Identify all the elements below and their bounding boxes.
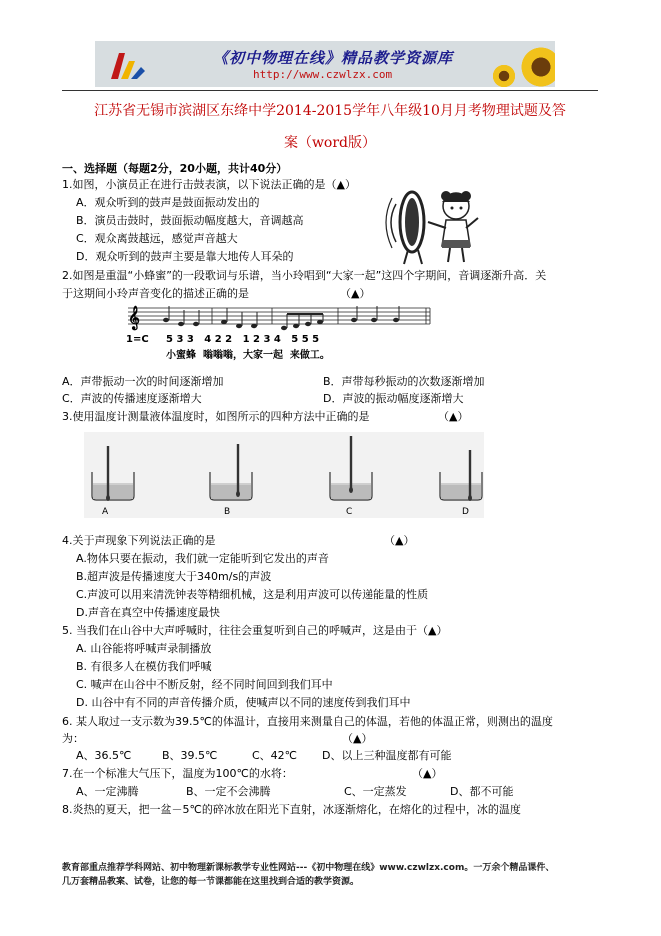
q4-option-d: D.声音在真空中传播速度最快	[76, 606, 220, 619]
q6-option-b: B、39.5℃	[162, 749, 218, 762]
q7-answer-mark: （▲）	[412, 767, 443, 780]
q3-answer-mark: （▲）	[438, 410, 469, 423]
header-rule	[62, 90, 598, 91]
q8-stem: 8.炎热的夏天，把一盆－5℃的碎冰放在阳光下直射，冰逐渐熔化，在熔化的过程中，冰的温度	[62, 803, 521, 816]
q2-answer-mark: （▲）	[340, 287, 371, 300]
score-key: 1=C	[126, 334, 149, 345]
q7-option-a: A、一定沸腾	[76, 785, 139, 798]
q4-option-a: A.物体只要在振动，我们就一定能听到它发出的声音	[76, 552, 329, 565]
document-title-line1: 江苏省无锡市滨湖区东绛中学2014-2015学年八年级10月月考物理试题及答	[94, 103, 566, 119]
q1-stem: 1.如图，小演员正在进行击鼓表演，以下说法正确的是（▲）	[62, 178, 356, 191]
q6-answer-mark: （▲）	[342, 732, 373, 745]
section-heading: 一、选择题（每题2分，20小题，共计40分）	[62, 162, 288, 175]
q3-label-a: A	[102, 507, 109, 517]
footer-line1: 教育部重点推荐学科网站、初中物理新课标教学专业性网站---《初中物理在线》www.czwlzx.com。一万余个精品课件、	[62, 863, 555, 873]
svg-text:𝄞: 𝄞	[128, 305, 140, 329]
q7-option-d: D、都不可能	[450, 785, 514, 798]
q3-label-d: D	[462, 507, 469, 517]
q1-option-d: D．观众听到的鼓声主要是靠大地传人耳朵的	[76, 250, 294, 263]
thermometer-diagram	[84, 432, 484, 518]
site-logo-icon	[107, 45, 147, 85]
q6-option-a: A、36.5℃	[76, 749, 132, 762]
q2-option-a: A．声带振动一次的时间逐渐增加	[62, 375, 224, 388]
q7-option-b: B、一定不会沸腾	[186, 785, 271, 798]
q5-option-c: C. 喊声在山谷中不断反射，经不同时间回到我们耳中	[76, 678, 333, 691]
q3-label-b: B	[224, 507, 231, 517]
q1-option-a: A．观众听到的鼓声是鼓面振动发出的	[76, 196, 260, 209]
q4-option-b: B.超声波是传播速度大于340m/s的声波	[76, 570, 272, 583]
sunflower-icon	[491, 63, 517, 87]
score-lyrics: 小蜜蜂 嗡嗡嗡，大家一起 来做工。	[166, 350, 330, 361]
q6-option-d: D、以上三种温度都有可能	[322, 749, 452, 762]
banner-title: 《初中物理在线》精品教学资源库	[213, 49, 454, 67]
drummer-figure	[378, 184, 486, 266]
banner-url[interactable]: http://www.czwlzx.com	[253, 68, 393, 81]
q5-option-a: A. 山谷能将呼喊声录制播放	[76, 642, 212, 655]
q1-option-c: C．观众离鼓越远，感觉声音越大	[76, 232, 238, 245]
q3-label-c: C	[346, 507, 353, 517]
q2-stem-line1: 2.如图是重温“小蜂蜜”的一段歌词与乐谱，当小玲唱到“大家一起”这四个字期间，音调逐渐升高．关	[62, 269, 547, 282]
q3-stem: 3.使用温度计测量液体温度时，如图所示的四种方法中正确的是	[62, 410, 370, 423]
document-title-line2: 案（word版）	[283, 135, 377, 151]
q2-option-c: C．声波的传播速度逐渐增大	[62, 392, 202, 405]
q2-option-d: D．声波的振动幅度逐渐增大	[323, 392, 464, 405]
q6-stem-line2: 为：	[62, 732, 84, 745]
footer-line2: 几万套精品教案、试卷，让您的每一节课都能在这里找到合适的教学资源。	[62, 877, 360, 887]
score-numbers: 5 3 3 4 2 2 1 2 3 4 5 5 5	[166, 334, 320, 345]
q7-option-c: C、一定蒸发	[344, 785, 407, 798]
q6-stem-line1: 6. 某人取过一支示数为39.5℃的体温计，直接用来测量自己的体温，若他的体温正常，则测出的温度	[62, 715, 553, 728]
q4-answer-mark: （▲）	[384, 534, 415, 547]
q7-stem: 7.在一个标准大气压下，温度为100℃的水将：	[62, 767, 293, 780]
q5-stem: 5. 当我们在山谷中大声呼喊时，往往会重复听到自己的呼喊声，这是由于（▲）	[62, 624, 448, 637]
q6-option-c: C、42℃	[252, 749, 298, 762]
music-score	[126, 302, 436, 366]
header-banner	[95, 41, 555, 87]
q2-stem-line2: 于这期间小玲声音变化的描述正确的是	[62, 287, 249, 300]
q4-option-c: C.声波可以用来清洗钟表等精细机械，这是利用声波可以传递能量的性质	[76, 588, 429, 601]
q1-option-b: B．演员击鼓时，鼓面振动幅度越大，音调越高	[76, 214, 304, 227]
q2-option-b: B．声带每秒振动的次数逐渐增加	[323, 375, 485, 388]
q5-option-d: D. 山谷中有不同的声音传播介质，使喊声以不同的速度传到我们耳中	[76, 696, 411, 709]
sunflower-icon	[519, 45, 555, 87]
q5-option-b: B. 有很多人在模仿我们呼喊	[76, 660, 212, 673]
q4-stem: 4.关于声现象下列说法正确的是	[62, 534, 216, 547]
